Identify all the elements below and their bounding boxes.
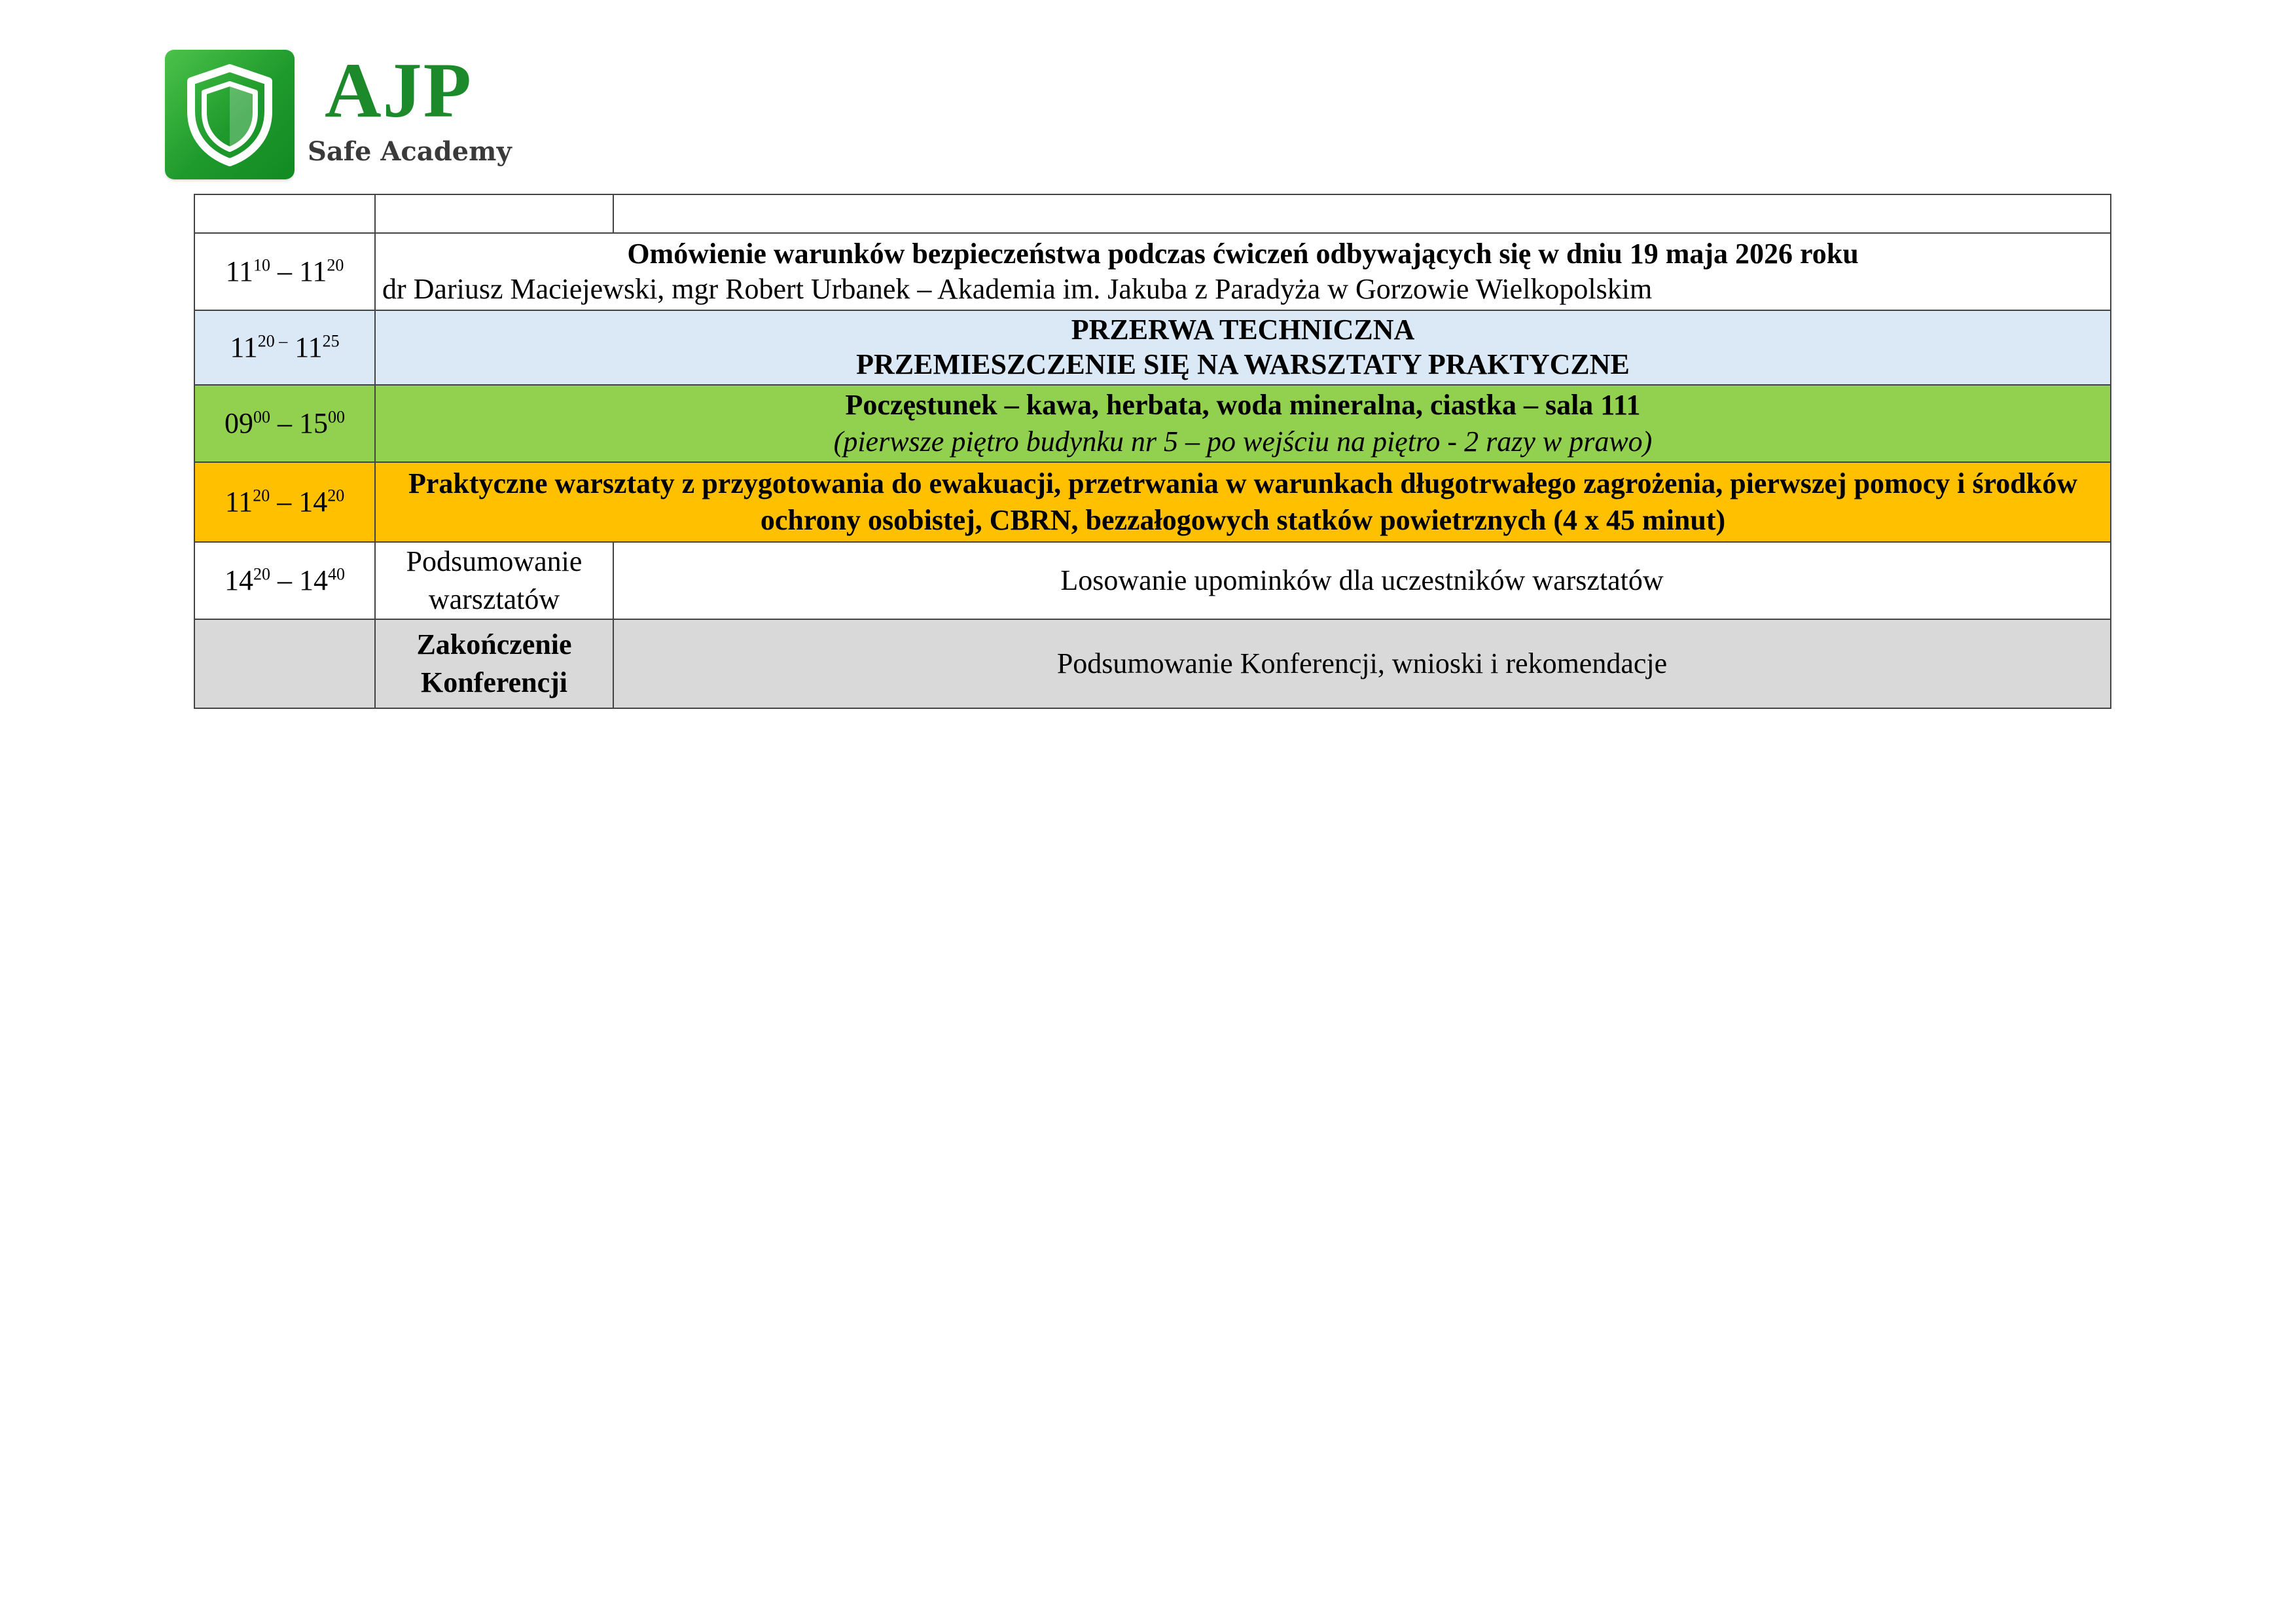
break-subtitle: PRZEMIESZCZENIE SIĘ NA WARSZTATY PRAKTYCZNE bbox=[856, 348, 1630, 380]
table-row bbox=[194, 462, 2111, 542]
table-row bbox=[194, 619, 2111, 708]
table-row bbox=[194, 310, 2111, 385]
break-title: PRZERWA TECHNICZNA bbox=[1071, 314, 1415, 346]
logo-name: AJP bbox=[325, 46, 473, 134]
label-cell bbox=[375, 194, 613, 233]
table-row bbox=[194, 194, 2111, 233]
time-cell: $11^{20} - 14^{20}$ bbox=[194, 462, 375, 542]
label-cell: Podsumowanie warsztatów bbox=[375, 542, 613, 619]
content-cell bbox=[375, 385, 2111, 462]
session-title: Omówienie warunków bezpieczeństwa podczas ćwiczeń odbywających się w dniu 19 maja 2026 roku bbox=[627, 238, 1859, 270]
time-cell: $11^{10} - 11^{20}$ bbox=[194, 233, 375, 310]
time-cell: $14^{20} - 14^{40}$ bbox=[194, 542, 375, 619]
session-speakers: dr Dariusz Maciejewski, mgr Robert Urbanek – Akademia im. Jakuba z Paradyża w Gorzowie Wielkopolskim bbox=[382, 273, 1653, 305]
logo-subtitle: Safe Academy bbox=[308, 136, 512, 167]
table-row bbox=[194, 542, 2111, 619]
content-cell bbox=[613, 194, 2111, 233]
logo-badge bbox=[165, 50, 295, 179]
time-cell: $11^{20 -}$ $11^{25}$ bbox=[194, 310, 375, 385]
prize-draw-text: Losowanie upominków dla uczestników warsztatów bbox=[613, 542, 2111, 619]
table-row bbox=[194, 233, 2111, 310]
closing-summary-text: Podsumowanie Konferencji, wnioski i rekomendacje bbox=[613, 619, 2111, 708]
time-cell bbox=[194, 619, 375, 708]
content-cell bbox=[375, 233, 2111, 310]
content-cell bbox=[375, 310, 2111, 385]
logo bbox=[165, 46, 512, 181]
time-cell: $09^{00} - 15^{00}$ bbox=[194, 385, 375, 462]
schedule-table bbox=[194, 194, 2111, 709]
catering-title: Poczęstunek – kawa, herbata, woda mineralna, ciastka – sala 111 bbox=[845, 388, 1641, 421]
catering-location: (pierwsze piętro budynku nr 5 – po wejściu na piętro - 2 razy w prawo) bbox=[833, 425, 1653, 458]
closing-label: Zakończenie Konferencji bbox=[375, 619, 613, 708]
workshop-description: Praktyczne warsztaty z przygotowania do ewakuacji, przetrwania w warunkach długotrwałego zagrożenia, pierwszej pomocy i środków ochrony osobistej, CBRN, bezzałogowych statków powietrznych (4 x 45 minut) bbox=[375, 462, 2111, 542]
table-row bbox=[194, 385, 2111, 462]
time-cell bbox=[194, 194, 375, 233]
shield-icon bbox=[185, 64, 275, 166]
